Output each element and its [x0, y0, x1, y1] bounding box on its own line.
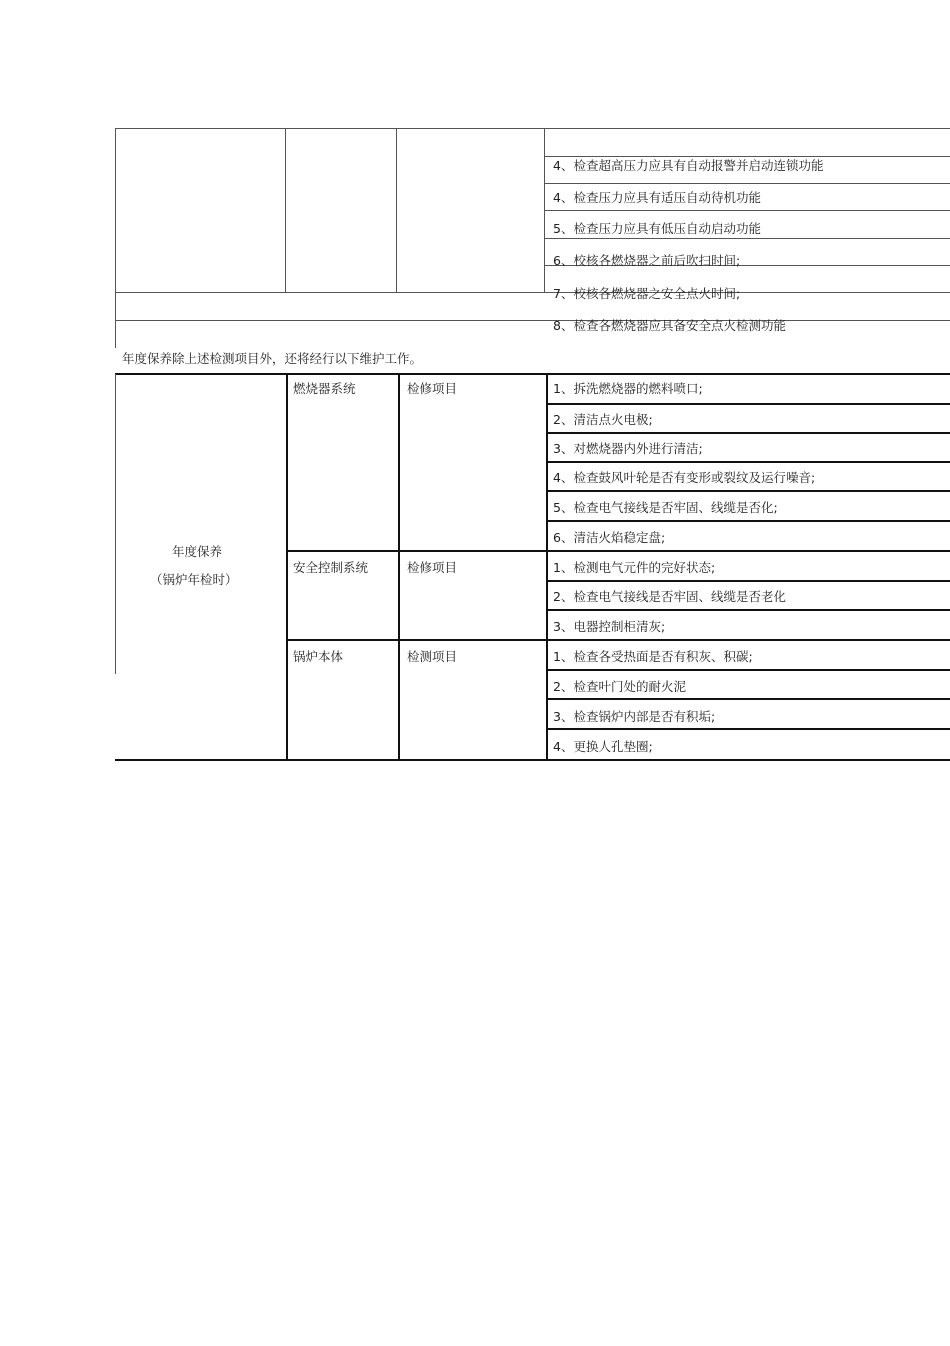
item-row-line: [547, 698, 950, 700]
system-label: 燃烧器系统: [293, 381, 356, 396]
top-row-line: [545, 210, 950, 211]
item-row-line: [547, 669, 950, 671]
check-item: 3、检查锅炉内部是否有积垢;: [553, 709, 716, 724]
item-row-line: [547, 490, 950, 492]
overlap-left-line: [115, 292, 116, 348]
check-item: 4、检查鼓风叶轮是否有变形或裂纹及运行噪音;: [553, 470, 816, 485]
group-separator: [287, 550, 950, 552]
top-item: 5、检查压力应具有低压自动启动功能: [553, 221, 761, 236]
annual-bottom-border: [115, 759, 950, 761]
annual-col-line-3: [398, 374, 400, 760]
check-item: 2、检查叶门处的耐火泥: [553, 679, 686, 694]
item-row-line: [547, 728, 950, 730]
check-item: 3、电器控制柜清灰;: [553, 619, 666, 634]
annual-left-border: [115, 374, 116, 674]
annual-col-line-2: [286, 374, 288, 760]
top-item: 4、检查压力应具有适压自动待机功能: [553, 190, 761, 205]
check-item: 3、对燃烧器内外进行清洁;: [553, 441, 703, 456]
top-item: 7、校核各燃烧器之安全点火时间;: [553, 286, 741, 301]
check-item: 6、清洁火焰稳定盘;: [553, 530, 666, 545]
check-item: 1、拆洗燃烧器的燃料喷口;: [553, 381, 703, 396]
top-row-line: [545, 183, 950, 184]
top-item: 4、检查超高压力应具有自动报警并启动连锁功能: [553, 158, 824, 173]
overlap-row-line: [115, 320, 950, 321]
annual-top-border: [115, 373, 950, 375]
top-col-line-3: [396, 128, 397, 292]
top-col-line-1: [115, 128, 116, 292]
item-row-line: [547, 432, 950, 434]
type-label: 检测项目: [407, 649, 458, 664]
top-item: 6、校核各燃烧器之前后吹扫时间;: [553, 253, 741, 268]
item-row-line: [547, 403, 950, 405]
top-row-line: [545, 238, 950, 239]
top-section-bottom: [115, 292, 950, 293]
item-row-line: [547, 609, 950, 611]
check-item: 1、检查各受热面是否有积灰、积碳;: [553, 649, 753, 664]
annual-label: 年度保养: [172, 544, 223, 559]
item-row-line: [547, 580, 950, 582]
top-border: [115, 128, 950, 129]
system-label: 安全控制系统: [293, 560, 369, 575]
check-item: 1、检测电气元件的完好状态;: [553, 560, 716, 575]
top-item: 8、检查各燃烧器应具备安全点火检测功能: [553, 318, 786, 333]
check-item: 4、更换人孔垫圈;: [553, 739, 653, 754]
top-col-line-2: [285, 128, 286, 292]
system-label: 锅炉本体: [293, 649, 344, 664]
check-item: 2、清洁点火电极;: [553, 412, 653, 427]
annual-label-sub: （锅炉年检时）: [150, 572, 238, 587]
type-label: 检修项目: [407, 560, 458, 575]
check-item: 2、检查电气接线是否牢固、线缆是否老化: [553, 589, 786, 604]
group-separator: [287, 639, 950, 641]
annual-note: 年度保养除上述检测项目外，还将经行以下维护工作。: [122, 351, 423, 366]
item-row-line: [547, 461, 950, 463]
check-item: 5、检查电气接线是否牢固、线缆是否化;: [553, 500, 778, 515]
item-row-line: [547, 520, 950, 522]
type-label: 检修项目: [407, 381, 458, 396]
